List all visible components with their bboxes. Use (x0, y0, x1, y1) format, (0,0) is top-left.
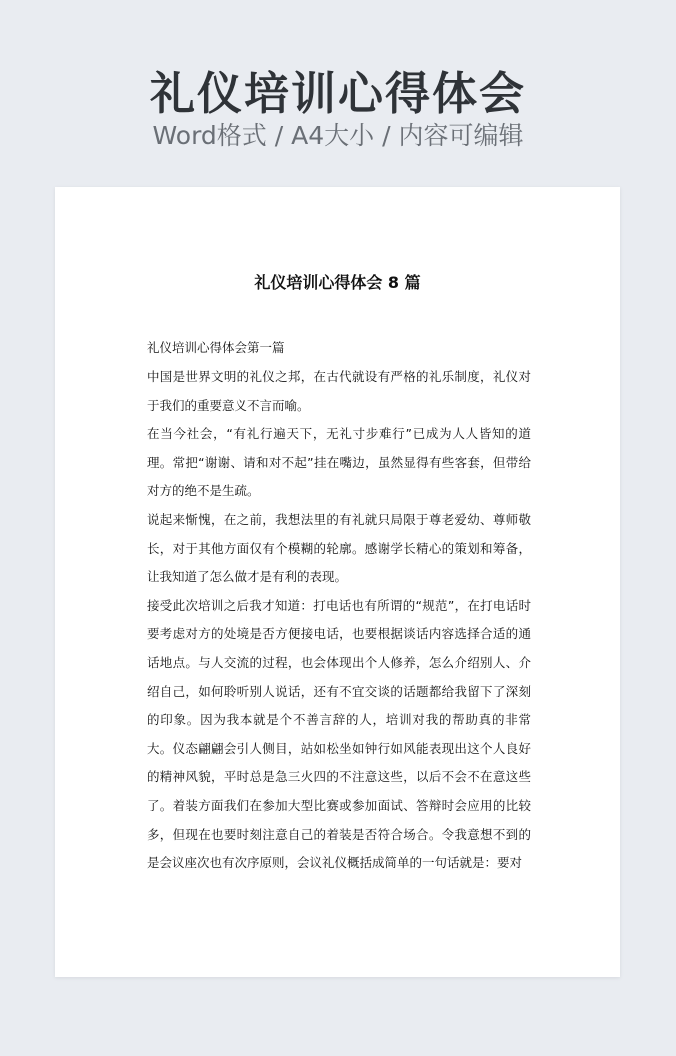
document-body (147, 337, 531, 878)
document-title: 礼仪培训心得体会 8 篇 (254, 273, 421, 292)
paragraph: 中国是世界文明的礼仪之邦，在古代就设有严格的礼乐制度，礼仪对于我们的重要意义不言而喻。 (147, 369, 531, 413)
section-heading: 礼仪培训心得体会第一篇 (147, 340, 285, 355)
paragraph: 说起来惭愧，在之前，我想法里的有礼就只局限于尊老爱幼、尊师敬长，对于其他方面仅有个模糊的轮廓。感谢学长精心的策划和筹备，让我知道了怎么做才是有利的表现。 (147, 511, 531, 585)
banner-subtitle: Word格式 / A4大小 / 内容可编辑 (152, 121, 524, 150)
document-page (55, 187, 620, 977)
paragraph: 接受此次培训之后我才知道：打电话也有所谓的“规范”，在打电话时要考虑对方的处境是否方便接电话，也要根据谈话内容选择合适的通话地点。与人交流的过程，也会体现出个人修养，怎么介绍别人、介绍自己，如何聆听别人说话，还有不宜交谈的话题都给我留下了深刻的印象。因为我本就是个不善言辞的人，培训对我的帮助真的非常大。仪态翩翩会引人侧目，站如松坐如钟行如风能表现出这个人良好的精神风貌，平时总是急三火四的不注意这些，以后不会不在意这些了。着装方面我们在参加大型比赛或参加面试、答辩时会应用的比较多，但现在也要时刻注意自己的着装是否符合场合。令我意想不到的是会议座次也有次序原则，会议礼仪概括成简单的一句话就是：要对 (147, 597, 531, 871)
banner-title: 礼仪培训心得体会 (149, 67, 526, 120)
paragraph: 在当今社会，“有礼行遍天下，无礼寸步难行”已成为人人皆知的道理。常把“谢谢、请和对不起”挂在嘴边，虽然显得有些客套，但带给对方的绝不是生疏。 (147, 426, 531, 499)
